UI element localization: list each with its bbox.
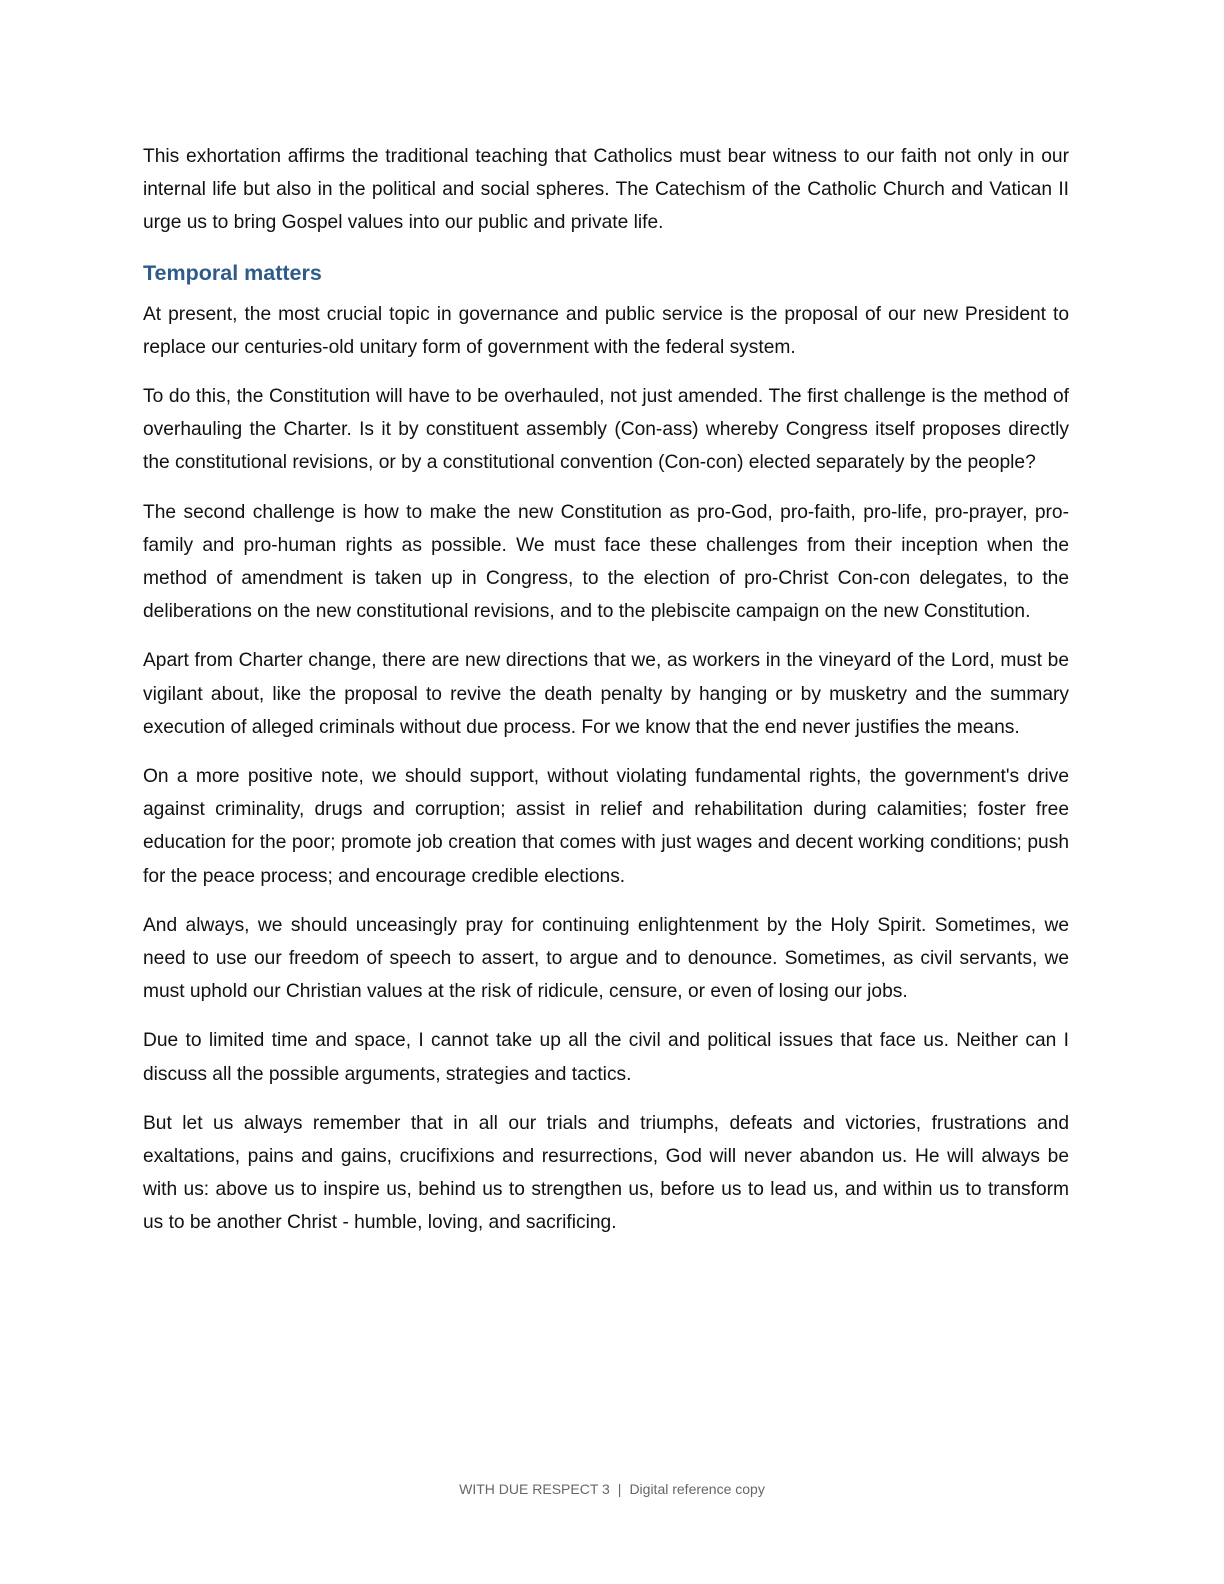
body-paragraph: The second challenge is how to make the new Constitution as pro-God, pro-faith, pro-life, pro-prayer, pro-family and pro-human rights as possible. We must face these challenges from their inception when the method of amendment is taken up in Congress, to the election of pro-Christ Con-con delegates, to the deliberations on the new constitutional revisions, and to the plebiscite campaign on the new Constitution. [143,501,1069,623]
section-heading: Temporal matters [143,260,322,285]
body-paragraph: At present, the most crucial topic in governance and public service is the proposal of our new President to replace our centuries-old unitary form of government with the federal system. [143,303,1069,358]
footer-separator: | [617,1481,622,1497]
page-footer [0,1479,1224,1499]
intro-paragraph: This exhortation affirms the traditional teaching that Catholics must bear witness to our faith not only in our internal life but also in the political and social spheres. The Catechism of the Catholic Church and Vatican II urge us to bring Gospel values into our public and private life. [143,146,1069,234]
body-paragraph: Due to limited time and space, I cannot take up all the civil and political issues that face us. Neither can I discuss all the possible arguments, strategies and tactics. [143,1030,1069,1085]
body-paragraph: On a more positive note, we should support, without violating fundamental rights, the government's drive against criminality, drugs and corruption; assist in relief and rehabilitation during calamities; foster free education for the poor; promote job creation that comes with just wages and decent working conditions; push for the peace process; and encourage credible elections. [143,766,1069,887]
document-page [143,140,1069,1256]
body-paragraph: Apart from Charter change, there are new directions that we, as workers in the vineyard of the Lord, must be vigilant about, like the proposal to revive the death penalty by hanging or by musketry and the summary execution of alleged criminals without due process. For we know that the end never justifies the means. [143,650,1069,738]
body-paragraph: And always, we should unceasingly pray for continuing enlightenment by the Holy Spirit. Sometimes, we need to use our freedom of speech to assert, to argue and to denounce. Sometimes, as civil servants, we must uphold our Christian values at the risk of ridicule, censure, or even of losing our jobs. [143,914,1069,1003]
footer-title: WITH DUE RESPECT 3 [459,1481,610,1497]
footer-note: Digital reference copy [629,1481,765,1497]
body-paragraph: To do this, the Constitution will have to be overhauled, not just amended. The first challenge is the method of overhauling the Charter. Is it by constituent assembly (Con-ass) whereby Congress itself proposes directly the constitutional revisions, or by a constitutional convention (Con-con) elected separately by the people? [143,386,1069,474]
body-paragraph: But let us always remember that in all our trials and triumphs, defeats and victories, frustrations and exaltations, pains and gains, crucifixions and resurrections, God will never abandon us. He will always be with us: above us to inspire us, behind us to strengthen us, before us to lead us, and within us to transform us to be another Christ - humble, loving, and sacrificing. [143,1112,1069,1234]
